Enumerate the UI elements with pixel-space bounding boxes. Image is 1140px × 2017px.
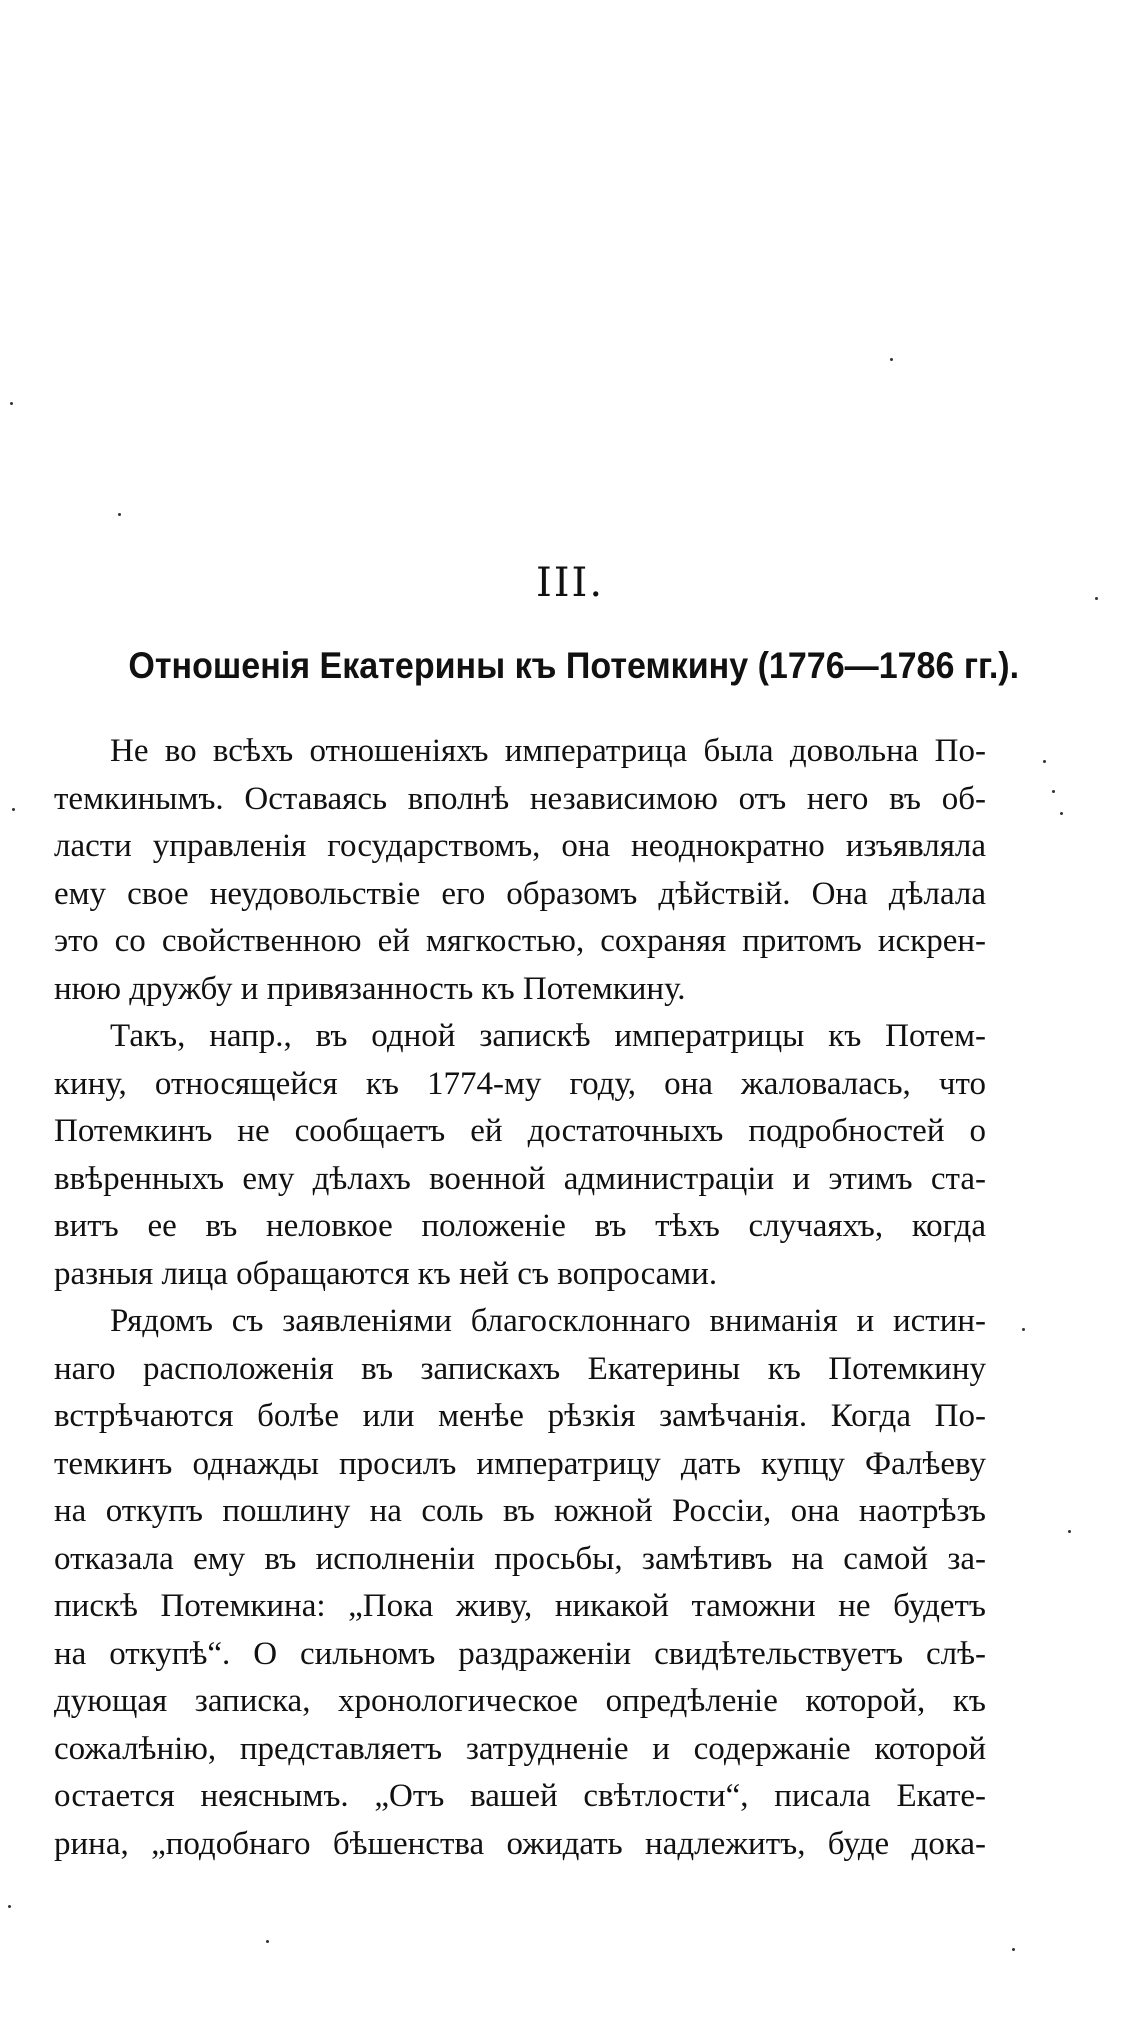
text-line: это со свойственною ей мягкостью, сохраняя притомъ искрен-	[54, 923, 986, 959]
scan-speck	[118, 513, 121, 516]
text-line: Потемкинъ не сообщаетъ ей достаточныхъ подробностей о	[54, 1113, 986, 1149]
scan-speck	[8, 1905, 11, 1908]
text-line: Не во всѣхъ отношеніяхъ императрица была довольна По-	[110, 733, 986, 769]
scan-speck	[1052, 790, 1055, 793]
chapter-number: III.	[535, 560, 605, 606]
text-line: отказала ему въ исполненіи просьбы, замѣтивъ на самой за-	[54, 1540, 986, 1577]
scan-speck	[1012, 1948, 1015, 1951]
scan-speck	[1060, 812, 1063, 815]
scan-speck	[1022, 1328, 1025, 1331]
text-line: Рядомъ съ заявленіями благосклоннаго вниманія и истин-	[110, 1303, 986, 1339]
paragraph-2	[54, 1013, 986, 1298]
text-line: на откупъ пошлину на соль въ южной Россіи, она наотрѣзъ	[54, 1493, 986, 1529]
text-line: сожалѣнію, представляетъ затрудненіе и содержаніе которой	[54, 1730, 986, 1767]
scan-speck	[12, 808, 15, 811]
text-line: на откупѣ“. О сильномъ раздраженіи свидѣтельствуетъ слѣ-	[54, 1635, 986, 1672]
text-line: пискѣ Потемкина: „Пока живу, никакой таможни не будетъ	[54, 1588, 986, 1624]
scan-speck	[266, 1940, 269, 1943]
text-line: дующая записка, хронологическое опредѣленіе которой, къ	[54, 1683, 986, 1719]
text-line: витъ ее въ неловкое положеніе въ тѣхъ случаяхъ, когда	[54, 1208, 986, 1244]
scan-speck	[890, 358, 893, 361]
text-line: нюю дружбу и привязанность къ Потемкину.	[54, 970, 686, 1007]
chapter-title: Отношенія Екатерины къ Потемкину (1776—1786 гг.).	[128, 645, 1020, 686]
text-line: разныя лица обращаются къ ней съ вопросами.	[54, 1255, 718, 1292]
scan-speck	[1095, 597, 1098, 600]
scan-speck	[10, 402, 13, 405]
paragraph-3	[54, 1298, 986, 1868]
text-line: ввѣренныхъ ему дѣлахъ военной администраціи и этимъ ста-	[54, 1160, 986, 1197]
body-text	[54, 728, 986, 1868]
text-line: Такъ, напр., въ одной запискѣ императрицы къ Потем-	[110, 1018, 986, 1054]
text-line: остается неяснымъ. „Отъ вашей свѣтлости“, писала Екате-	[54, 1778, 986, 1814]
text-line: кину, относящейся къ 1774-му году, она жаловалась, что	[54, 1065, 986, 1102]
text-line: ему свое неудовольствіе его образомъ дѣйствій. Она дѣлала	[54, 875, 986, 912]
text-line: рина, „подобнаго бѣшенства ожидать надлежитъ, буде дока-	[54, 1825, 986, 1862]
scan-speck	[1043, 760, 1046, 763]
text-line: наго расположенія въ запискахъ Екатерины къ Потемкину	[54, 1350, 986, 1387]
text-line: темкинъ однажды просилъ императрицу дать купцу Фалѣеву	[54, 1445, 986, 1482]
scan-speck	[1068, 1530, 1071, 1533]
text-line: встрѣчаются болѣе или менѣе рѣзкія замѣчанія. Когда По-	[54, 1398, 986, 1434]
text-line: темкинымъ. Оставаясь вполнѣ независимою отъ него въ об-	[54, 780, 986, 817]
paragraph-1	[54, 728, 986, 1013]
text-line: ласти управленія государствомъ, она неоднократно изъявляла	[54, 828, 986, 864]
